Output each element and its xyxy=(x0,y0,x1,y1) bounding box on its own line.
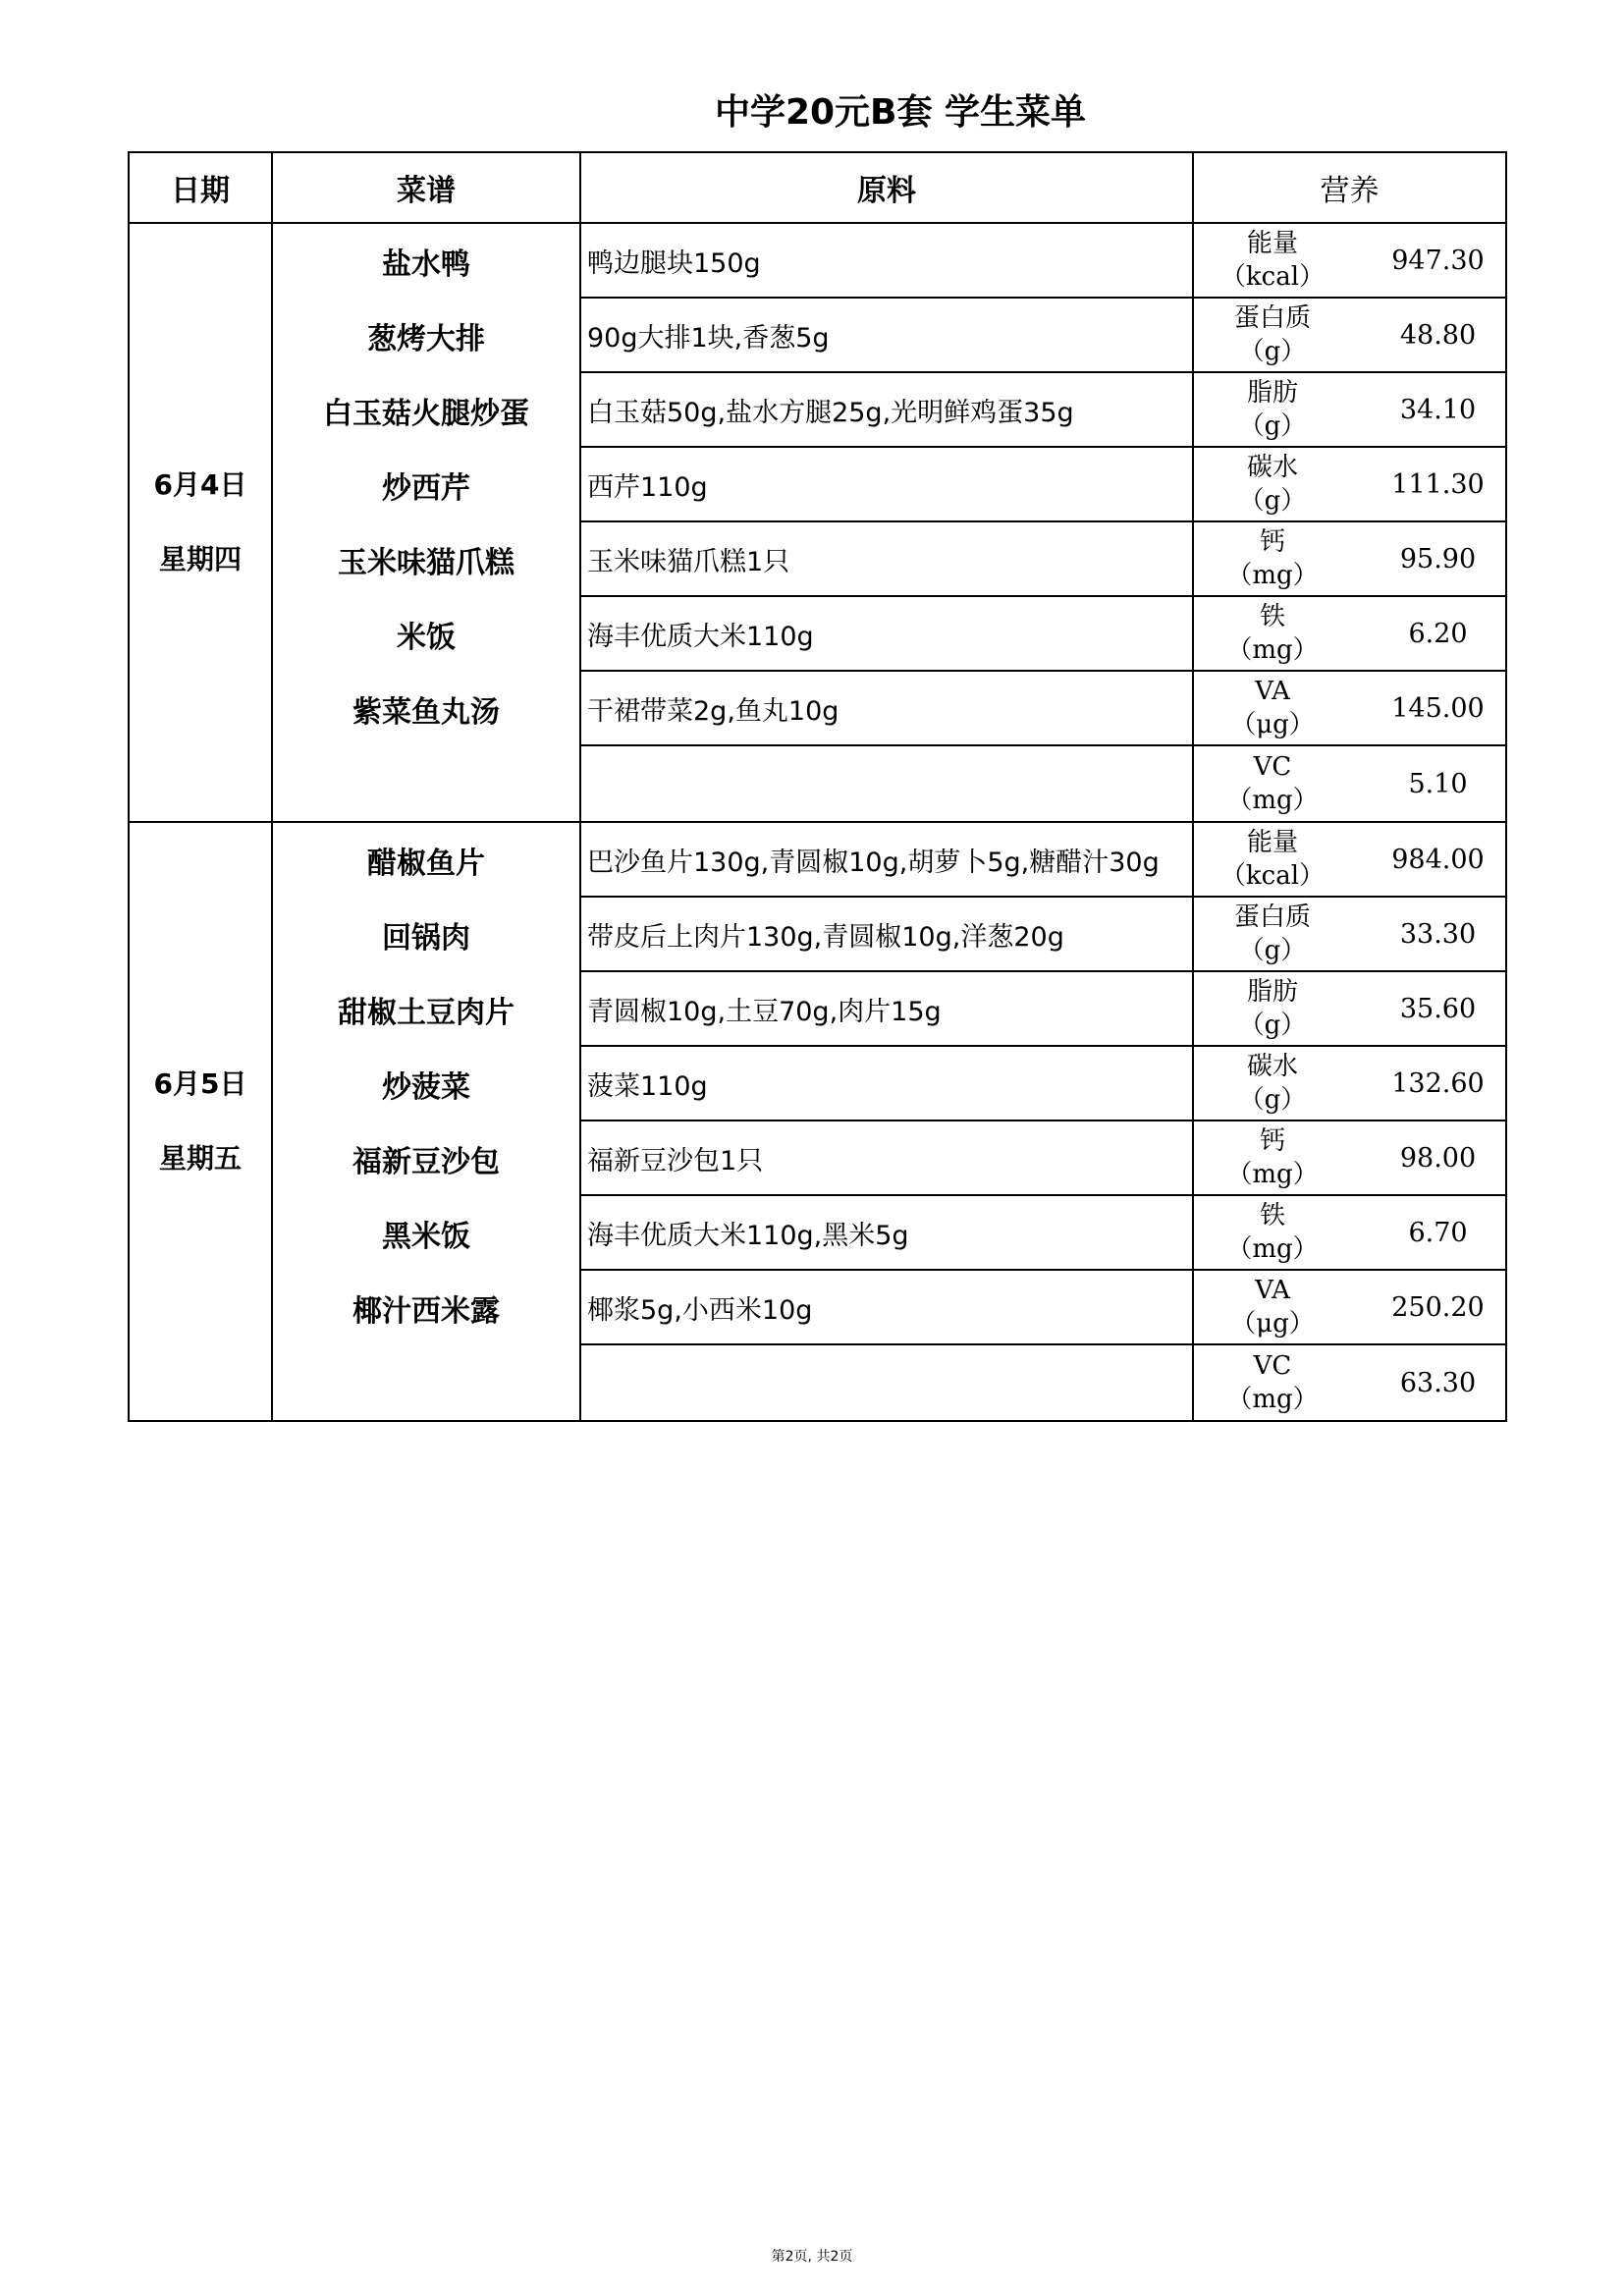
dish-name: 炒西芹 xyxy=(382,471,470,506)
nutrition-unit: （kcal） xyxy=(1219,861,1326,891)
nutrition-row xyxy=(1194,1196,1505,1271)
nutrition-value: 35.60 xyxy=(1399,993,1477,1024)
ingredient-text: 90g大排1块,香葱5g xyxy=(581,299,1192,373)
nutrition-name: 铁 xyxy=(1259,602,1285,631)
ingredient-text: 干裙带菜2g,鱼丸10g xyxy=(581,672,1192,746)
nutrition-label xyxy=(1194,675,1351,741)
header-date: 日期 xyxy=(129,152,272,223)
nutrition-value: 33.30 xyxy=(1399,918,1477,950)
nutrition-unit: （mg） xyxy=(1226,635,1319,665)
day-date: 6月4日 xyxy=(153,468,247,501)
nutrition-unit: （g） xyxy=(1238,1011,1307,1040)
nutrition-row xyxy=(1194,898,1505,972)
nutrition-name: VA xyxy=(1255,677,1290,706)
page-title: 中学20元B套 学生菜单 xyxy=(714,92,1087,133)
dish-cell xyxy=(272,822,580,1421)
header-dish: 菜谱 xyxy=(272,152,580,223)
ingredient-text: 鸭边腿块150g xyxy=(581,224,1192,299)
header-row xyxy=(129,152,1506,223)
header-nutrition: 营养 xyxy=(1193,152,1506,223)
nutrition-unit: （g） xyxy=(1238,411,1307,441)
ingredients-cell xyxy=(580,822,1193,1421)
nutrition-name: VC xyxy=(1253,1351,1292,1381)
nutrition-name: 能量 xyxy=(1246,229,1298,258)
nutrition-row xyxy=(1194,299,1505,373)
dish-name: 盐水鸭 xyxy=(382,247,470,282)
ingredient-text: 西芹110g xyxy=(581,448,1192,522)
nutrition-row xyxy=(1194,448,1505,522)
dish-name: 甜椒土豆肉片 xyxy=(338,996,514,1030)
nutrition-value: 5.10 xyxy=(1408,768,1468,799)
day-date: 6月5日 xyxy=(153,1067,247,1100)
nutrition-unit: （mg） xyxy=(1226,1385,1319,1414)
nutrition-row xyxy=(1194,672,1505,746)
date-cell xyxy=(129,822,272,1421)
day-weekday: 星期五 xyxy=(158,1142,242,1175)
nutrition-unit: （g） xyxy=(1238,1085,1307,1115)
nutrition-row xyxy=(1194,522,1505,597)
nutrition-label xyxy=(1194,750,1351,817)
dish-name: 紫菜鱼丸汤 xyxy=(352,695,500,730)
nutrition-value: 6.20 xyxy=(1408,618,1468,649)
nutrition-label xyxy=(1194,600,1351,667)
nutrition-unit: （mg） xyxy=(1226,561,1319,590)
nutrition-value: 111.30 xyxy=(1391,468,1485,500)
nutrition-row xyxy=(1194,597,1505,672)
ingredient-text xyxy=(581,1345,1192,1420)
nutrition-name: 脂肪 xyxy=(1246,977,1298,1007)
ingredient-text: 带皮后上肉片130g,青圆椒10g,洋葱20g xyxy=(581,898,1192,972)
nutrition-label xyxy=(1194,227,1351,294)
page-footer: 第2页, 共2页 xyxy=(771,2249,853,2265)
nutrition-row xyxy=(1194,1121,1505,1196)
ingredient-text: 巴沙鱼片130g,青圆椒10g,胡萝卜5g,糖醋汁30g xyxy=(581,823,1192,898)
nutrition-cell xyxy=(1193,822,1506,1421)
dish-name xyxy=(273,1345,579,1420)
nutrition-value: 250.20 xyxy=(1391,1291,1485,1323)
nutrition-name: 蛋白质 xyxy=(1233,902,1311,932)
dish-name xyxy=(273,746,579,821)
nutrition-cell xyxy=(1193,223,1506,822)
dish-name: 回锅肉 xyxy=(382,921,470,956)
nutrition-unit: （g） xyxy=(1238,936,1307,965)
dish-name: 黑米饭 xyxy=(382,1220,470,1254)
dish-name: 米饭 xyxy=(397,621,456,655)
day-row xyxy=(129,822,1506,1421)
date-cell xyxy=(129,223,272,822)
nutrition-name: 脂肪 xyxy=(1246,378,1298,408)
ingredient-text: 青圆椒10g,土豆70g,肉片15g xyxy=(581,972,1192,1047)
nutrition-name: 蛋白质 xyxy=(1233,303,1311,333)
nutrition-value: 6.70 xyxy=(1408,1217,1468,1248)
nutrition-row xyxy=(1194,746,1505,821)
nutrition-unit: （g） xyxy=(1238,337,1307,366)
dish-name: 白玉菇火腿炒蛋 xyxy=(323,397,529,431)
nutrition-label xyxy=(1194,1349,1351,1416)
ingredient-text: 椰浆5g,小西米10g xyxy=(581,1271,1192,1345)
nutrition-value: 984.00 xyxy=(1391,844,1485,875)
dish-name: 玉米味猫爪糕 xyxy=(338,546,514,580)
nutrition-name: 钙 xyxy=(1259,527,1285,557)
nutrition-label xyxy=(1194,525,1351,592)
ingredient-text: 玉米味猫爪糕1只 xyxy=(581,522,1192,597)
nutrition-label xyxy=(1194,826,1351,893)
nutrition-label xyxy=(1194,376,1351,443)
nutrition-name: VC xyxy=(1253,752,1292,782)
nutrition-label xyxy=(1194,1124,1351,1191)
nutrition-name: 碳水 xyxy=(1246,1052,1298,1081)
nutrition-value: 95.90 xyxy=(1399,543,1477,574)
header-ingredients: 原料 xyxy=(580,152,1193,223)
nutrition-label xyxy=(1194,975,1351,1042)
dish-name: 醋椒鱼片 xyxy=(367,847,485,881)
nutrition-value: 48.80 xyxy=(1399,319,1477,351)
dish-cell xyxy=(272,223,580,822)
nutrition-value: 132.60 xyxy=(1391,1067,1485,1099)
nutrition-row xyxy=(1194,1345,1505,1420)
ingredient-text: 海丰优质大米110g xyxy=(581,597,1192,672)
nutrition-label xyxy=(1194,901,1351,967)
ingredient-text: 海丰优质大米110g,黑米5g xyxy=(581,1196,1192,1271)
dish-name: 炒菠菜 xyxy=(382,1070,470,1105)
nutrition-name: VA xyxy=(1255,1276,1290,1305)
dish-name: 椰汁西米露 xyxy=(352,1294,500,1329)
nutrition-name: 碳水 xyxy=(1246,453,1298,482)
nutrition-row xyxy=(1194,373,1505,448)
dish-name: 福新豆沙包 xyxy=(352,1145,500,1179)
nutrition-unit: （kcal） xyxy=(1219,262,1326,292)
nutrition-value: 34.10 xyxy=(1399,394,1477,425)
nutrition-label xyxy=(1194,1274,1351,1340)
nutrition-row xyxy=(1194,1271,1505,1345)
nutrition-label xyxy=(1194,1199,1351,1266)
nutrition-unit: （mg） xyxy=(1226,1234,1319,1264)
nutrition-unit: （μg） xyxy=(1230,1309,1315,1339)
nutrition-name: 铁 xyxy=(1259,1201,1285,1230)
nutrition-value: 63.30 xyxy=(1399,1367,1477,1398)
nutrition-label xyxy=(1194,301,1351,368)
ingredient-text: 白玉菇50g,盐水方腿25g,光明鲜鸡蛋35g xyxy=(581,373,1192,448)
dish-name: 葱烤大排 xyxy=(367,322,485,356)
ingredient-text xyxy=(581,746,1192,821)
day-row xyxy=(129,223,1506,822)
nutrition-unit: （mg） xyxy=(1226,1160,1319,1189)
nutrition-name: 能量 xyxy=(1246,828,1298,857)
nutrition-label xyxy=(1194,451,1351,518)
ingredient-text: 菠菜110g xyxy=(581,1047,1192,1121)
nutrition-row xyxy=(1194,224,1505,299)
nutrition-value: 947.30 xyxy=(1391,245,1485,276)
menu-table xyxy=(128,151,1507,1422)
nutrition-unit: （g） xyxy=(1238,486,1307,516)
nutrition-unit: （mg） xyxy=(1226,786,1319,815)
ingredient-text: 福新豆沙包1只 xyxy=(581,1121,1192,1196)
day-weekday: 星期四 xyxy=(158,543,242,575)
nutrition-value: 98.00 xyxy=(1399,1142,1477,1174)
nutrition-name: 钙 xyxy=(1259,1126,1285,1156)
nutrition-row xyxy=(1194,1047,1505,1121)
nutrition-value: 145.00 xyxy=(1391,692,1485,724)
nutrition-unit: （μg） xyxy=(1230,710,1315,739)
ingredients-cell xyxy=(580,223,1193,822)
nutrition-row xyxy=(1194,972,1505,1047)
nutrition-row xyxy=(1194,823,1505,898)
nutrition-label xyxy=(1194,1050,1351,1117)
